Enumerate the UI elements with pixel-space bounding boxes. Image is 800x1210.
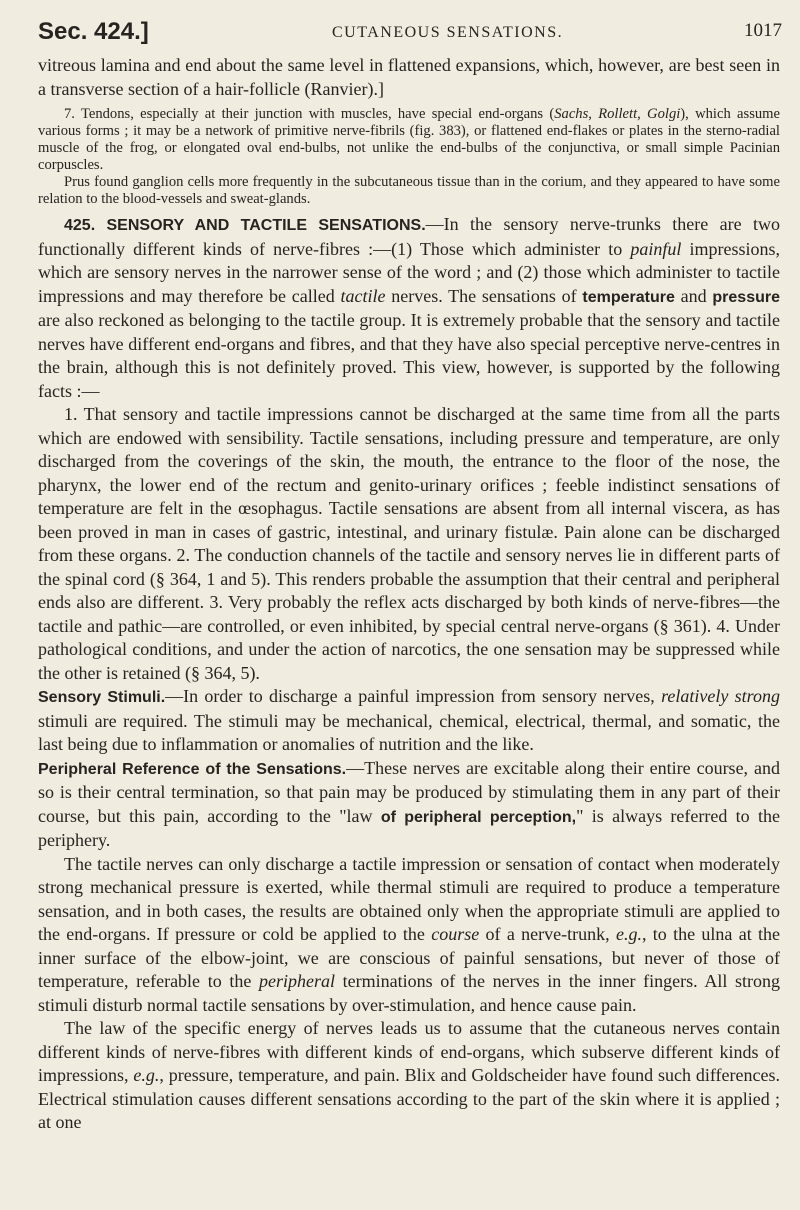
italic-run: e.g.: [615, 924, 642, 944]
paragraph-sensory-tactile: [38, 213, 780, 403]
italic-run: painful: [630, 238, 682, 259]
section-number: Sec. 424.]: [38, 18, 149, 45]
subheading-sensory-stimuli: Sensory Stimuli.: [38, 689, 166, 706]
italic-run: Sachs, Rollett, Golgi: [554, 106, 681, 122]
italic-run: e.g.: [133, 1065, 160, 1085]
bottom-margin: [38, 1198, 780, 1210]
text-run: —In the sensory nerve-trunks there are two functionally different kinds of nerve-fibres :—(1) Those which administer to: [38, 214, 781, 259]
italic-run: relatively strong: [661, 686, 781, 706]
text-run: nerves. The sensations of: [385, 285, 583, 306]
text-run: —These nerves are excitable along their entire course, and so is their central termination, so that pain may be produced by stimulating them in any part of their course, but this pain, according to the "law: [38, 757, 780, 826]
italic-run: peripheral: [259, 971, 336, 991]
text-run: and: [674, 285, 713, 306]
paragraph-peripheral-reference: [38, 757, 780, 853]
section-heading-425: 425. SENSORY AND TACTILE SENSATIONS.: [64, 217, 426, 234]
text-run: terminations of the nerves in the inner fingers. All strong stimuli disturb normal tactile sensations by over-stimulation, and hence cause pain.: [38, 971, 780, 1015]
text-run: 7. Tendons, especially at their junction with muscles, have special end-organs (: [64, 106, 555, 122]
page-number: 1017: [744, 20, 782, 41]
paragraph-prus: Prus found ganglion cells more frequently in the subcutaneous tissue than in the corium, and they appeared to have some relation to the blood-vessels and sweat-glands.: [38, 174, 780, 207]
text-run: The law of the specific energy of nerves leads us to assume that the cutaneous nerves contain different kinds of nerve-fibres with different kinds of end-organs, which subserve different kinds of impressions,: [38, 1018, 780, 1085]
text-run: of a nerve-trunk,: [479, 924, 616, 944]
running-header: [38, 14, 782, 48]
text-run: The tactile nerves can only discharge a tactile impression or sensation of contact when moderately strong mechanical pressure is exerted, while thermal stimuli are required to produce a temperature sensation, and in both cases, the results are obtained only when the appropriate stimuli are applied to the end-organs. If pressure or cold be applied to the: [38, 853, 780, 944]
italic-run: tactile: [340, 285, 386, 306]
text-run: —In order to discharge a painful impression from sensory nerves,: [165, 686, 662, 706]
paragraph-facts: 1. That sensory and tactile impressions cannot be discharged at the same time from all the parts which are endowed with sensibility. Tactile sensations, including pressure and temperature, are only discharged from the coverings of the skin, the mouth, the entrance to the floor of the nose, the pharynx, the lower end of the rectum and genito-urinary orifices ; feeble indistinct sensations of temperature are felt in the œsophagus. Tactile sensations are absent from all internal viscera, as has been proved in man in cases of gastric, intestinal, and urinary fistulæ. Pain alone can be discharged from these organs. 2. The conduction channels of the tactile and sensory nerves lie in different parts of the spinal cord (§ 364, 1 and 5). This renders probable the assumption that their central and peripheral ends also are different. 3. Very probably the reflex acts discharged by both kinds of nerve-fibres—the tactile and pathic—are controlled, or even inhibited, by special central nerve-organs (§ 361). 4. Under pathological conditions, and under the action of narcotics, the one sensation may be suppressed while the other is retained (§ 364, 5).: [38, 404, 780, 683]
text-run: , to the ulna at the inner surface of the elbow-joint, we are conscious of painful sensations, but never of those of temperature, referable to the: [38, 924, 781, 991]
paragraph-specific-energy: [38, 1017, 780, 1135]
bold-term: temperature: [582, 288, 675, 306]
italic-run: course: [431, 924, 480, 944]
paragraph-sensory-stimuli: [38, 685, 780, 757]
page-body: [38, 54, 780, 1135]
paragraph-tactile-nerves: [38, 853, 780, 1018]
text-run: stimuli are required. The stimuli may be mechanical, chemical, electrical, thermal, and somatic, the last being due to inflammation or anomalies of nutrition and the like.: [38, 710, 780, 754]
bold-term: of peripheral perception,: [380, 808, 577, 826]
text-run: , pressure, temperature, and pain. Blix and Goldscheider have found such differences. Electrical stimulation causes different sensations according to the part of the skin where it is applied ; at one: [38, 1065, 780, 1132]
bold-term: pressure: [712, 288, 780, 306]
running-title: CUTANEOUS SENSATIONS.: [332, 24, 564, 41]
text-run: are also reckoned as belonging to the tactile group. It is extremely probable that the sensory and tactile nerves have different end-organs and fibres, and that they have also special perceptive nerve-centres in the brain, although this is not definitely proved. This view, however, is supported by the following facts :—: [38, 310, 780, 401]
paragraph-intro: vitreous lamina and end about the same level in flattened expansions, which, however, are best seen in a transverse section of a hair-follicle (Ranvier).]: [38, 55, 780, 99]
text-run: " is always referred to the periphery.: [38, 805, 780, 850]
subheading-peripheral-reference: Peripheral Reference of the Sensations.: [38, 760, 347, 778]
text-run: impressions, which are sensory nerves in the narrower sense of the word ; and (2) those which administer to tactile impressions and may therefore be called: [38, 238, 780, 306]
paragraph-tendons: [38, 106, 780, 174]
text-run: ), which assume various forms ; it may be a network of primitive nerve-fibrils (fig. 383), or flattened end-flakes or plates in the sterno-radial muscle of the frog, or elongated oval end-bulbs, not unlike the end-bulbs of the conjunctiva, or small simple Pacinian corpuscles.: [38, 106, 780, 173]
